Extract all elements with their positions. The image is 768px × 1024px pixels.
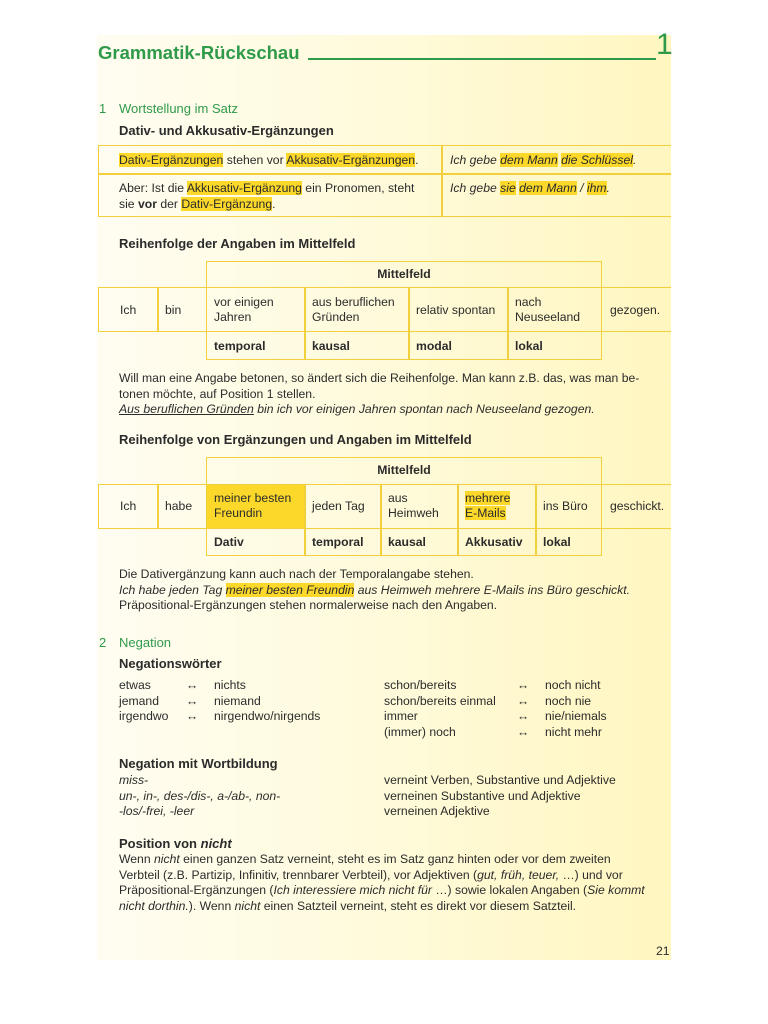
title-rule bbox=[308, 58, 656, 60]
table-cell: Ich bbox=[120, 303, 137, 317]
paragraph: Wenn nicht einen ganzen Satz verneint, steht es im Satz ganz hinten oder vor dem zweiten Verbteil (z.B. Partizip, Infinitiv, trennbarer Verbteil), vor Adjektiven (gut, früh, teuer, …) und vor Präpositional-Ergänzungen (Ich interessiere mich nicht für …) sowie lokalen Angaben (Sie kommt nicht dorthin.). Wenn nicht einen Satzteil verneint, steht es direkt vor diesem Satzteil. bbox=[119, 852, 645, 913]
table-cell bbox=[380, 491, 447, 521]
negation-pair: schon/bereits ↔ noch nicht bbox=[384, 678, 601, 692]
rule-pronoun-exception: Aber: Ist die Akkusativ-Ergänzung ein Pronomen, steht sie vor der Dativ-Ergänzung. bbox=[119, 181, 415, 211]
label-cell: Akkusativ bbox=[465, 535, 523, 549]
rule-dativ-before-akkusativ: Dativ-Ergänzungen stehen vor Akkusativ-Ergänzungen. bbox=[119, 153, 419, 167]
mittelfeld-header: Mittelfeld bbox=[377, 463, 431, 477]
label-cell: Dativ bbox=[214, 535, 244, 549]
table-cell bbox=[304, 295, 403, 325]
table-cell: Ich bbox=[120, 499, 137, 513]
paragraph: Will man eine Angabe betonen, so ändert sich die Reihenfolge. Man kann z.B. das, was man be- tonen möchte, auf Position 1 stellen. Aus beruflichen Gründen bin ich vor einigen Jahren spontan nach Neuseeland gezogen. bbox=[119, 371, 640, 416]
cell-line: aus beruflichen bbox=[312, 295, 395, 309]
subsection-heading: Negation mit Wortbildung bbox=[119, 756, 278, 771]
label-cell: modal bbox=[416, 339, 452, 353]
page-title: Grammatik-Rückschau bbox=[98, 42, 300, 63]
chapter-number: 1 bbox=[656, 28, 673, 61]
label-cell: lokal bbox=[543, 535, 571, 549]
table-cell bbox=[457, 491, 518, 521]
negation-pair: (immer) noch ↔ nicht mehr bbox=[384, 724, 602, 739]
table-cell bbox=[206, 295, 282, 325]
example-sentence: Ich gebe sie dem Mann / ihm. bbox=[450, 181, 610, 195]
cell-line: aus bbox=[388, 491, 408, 505]
cell-line: Heimweh bbox=[388, 506, 439, 520]
table-cell bbox=[507, 295, 588, 325]
negation-list-right bbox=[384, 678, 634, 740]
cell-line: Jahren bbox=[214, 310, 252, 324]
cell-line: E-Mails bbox=[465, 506, 506, 520]
section-title: Negation bbox=[119, 635, 172, 650]
label-cell: temporal bbox=[214, 339, 266, 353]
page-number: 21 bbox=[656, 944, 670, 958]
subsection-heading: Reihenfolge von Ergänzungen und Angaben im Mittelfeld bbox=[119, 432, 472, 447]
mittelfeld-header: Mittelfeld bbox=[377, 267, 431, 281]
table-cell: geschickt. bbox=[610, 499, 665, 513]
cell-line: Gründen bbox=[312, 310, 360, 324]
subsection-heading: Negationswörter bbox=[119, 656, 222, 671]
table-divider-h bbox=[98, 173, 671, 175]
table-cell: relativ spontan bbox=[416, 303, 496, 317]
table-cell: ins Büro bbox=[543, 499, 588, 513]
table-cell: jeden Tag bbox=[312, 499, 365, 513]
section-number: 1 bbox=[99, 101, 107, 116]
negation-pair: schon/bereits einmal ↔ noch nie bbox=[384, 693, 592, 708]
table-cell: habe bbox=[165, 499, 193, 513]
table-divider-v bbox=[441, 145, 443, 217]
prefix-explanations: verneint Verben, Substantive und Adjektive verneinen Substantive und Adjektive verneinen Adjektive bbox=[384, 773, 616, 818]
example-sentence: Ich gebe dem Mann die Schlüssel. bbox=[450, 153, 637, 167]
label-cell: temporal bbox=[312, 535, 364, 549]
cell-line: Neuseeland bbox=[515, 310, 581, 324]
cell-line: mehrere bbox=[465, 491, 511, 505]
section-number: 2 bbox=[99, 635, 107, 650]
paragraph: Die Dativergänzung kann auch nach der Temporalangabe stehen. Ich habe jeden Tag meiner besten Freundin aus Heimweh mehrere E-Mails ins Büro geschickt. Präpositional-Ergänzungen stehen normalerweise nach den Angaben. bbox=[119, 567, 631, 612]
label-cell: kausal bbox=[312, 339, 350, 353]
subsection-heading: Position von nicht bbox=[119, 836, 232, 851]
subsection-heading: Dativ- und Akkusativ-Ergänzungen bbox=[119, 123, 334, 138]
label-cell: kausal bbox=[388, 535, 426, 549]
section-title: Wortstellung im Satz bbox=[119, 101, 238, 116]
cell-line: meiner besten bbox=[214, 491, 292, 505]
cell-line: Freundin bbox=[214, 506, 263, 520]
label-cell: lokal bbox=[515, 339, 543, 353]
table-cell: gezogen. bbox=[610, 303, 661, 317]
prefix-list: miss- un-, in-, des-/dis-, a-/ab-, non- -los/-frei, -leer bbox=[119, 773, 281, 818]
cell-line: vor einigen bbox=[214, 295, 274, 309]
table-cell: bin bbox=[165, 303, 182, 317]
cell-line: nach bbox=[515, 295, 542, 309]
subsection-heading: Reihenfolge der Angaben im Mittelfeld bbox=[119, 236, 356, 251]
table-cell bbox=[206, 491, 299, 521]
negation-pair: immer ↔ nie/niemals bbox=[384, 709, 607, 723]
